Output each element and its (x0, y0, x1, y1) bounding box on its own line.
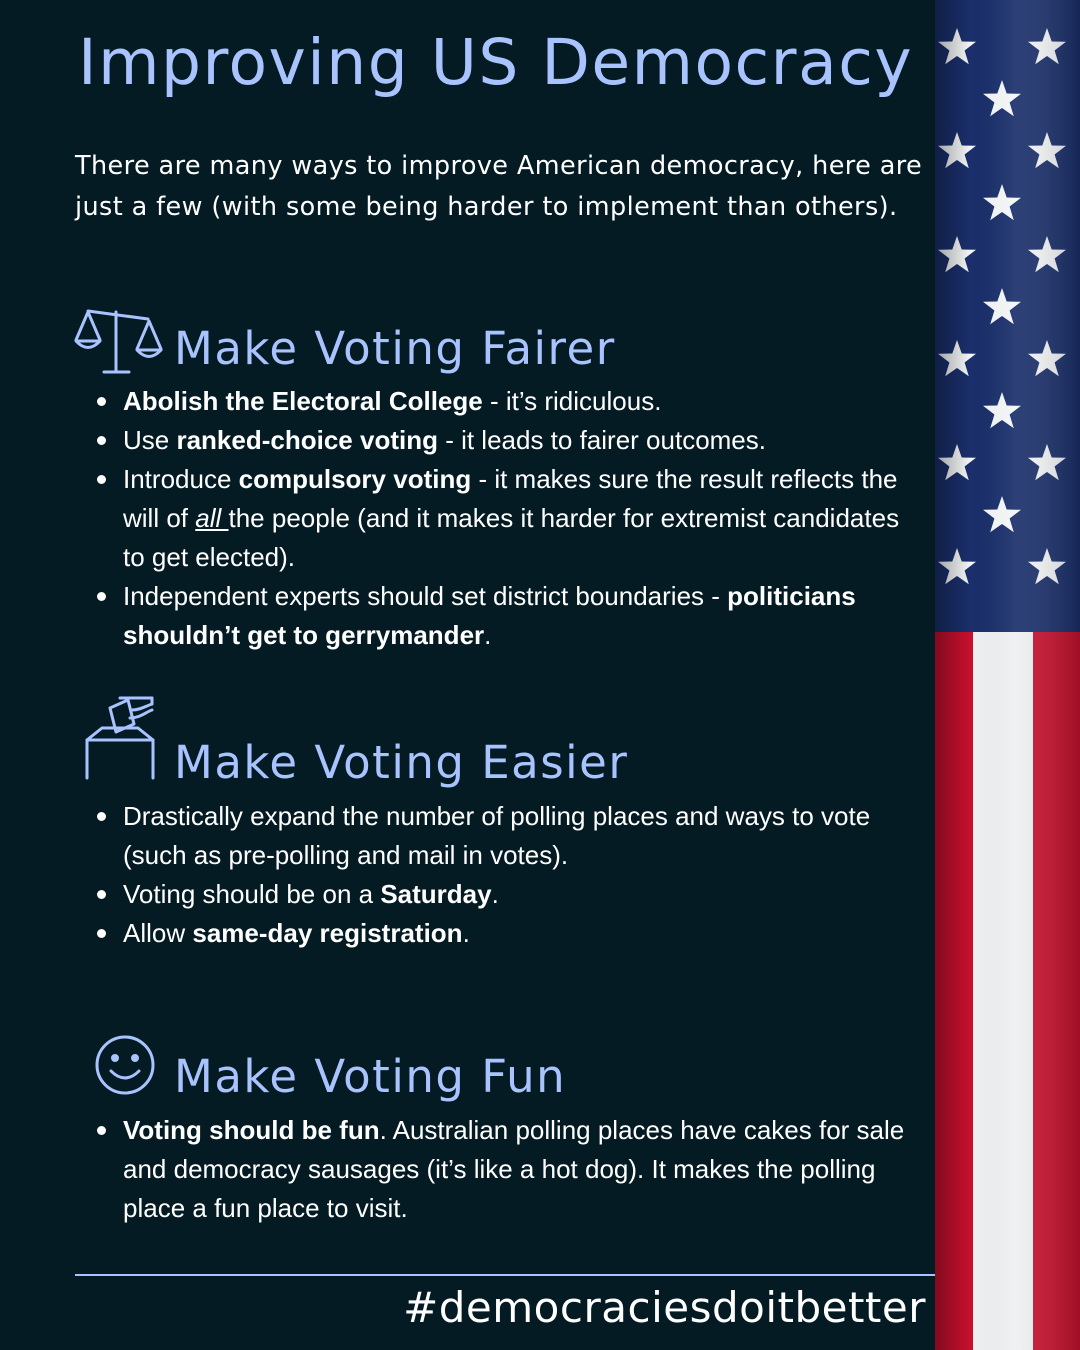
section-title-fun: Make Voting Fun (174, 1050, 567, 1103)
fun-list (95, 1111, 925, 1228)
list-item: Voting should be on a Saturday. (95, 875, 925, 914)
list-item: Independent experts should set district boundaries - politicians shouldn’t get to gerrymander. (95, 577, 925, 655)
list-item: Abolish the Electoral College - it’s ridiculous. (95, 382, 925, 421)
list-item: Voting should be fun. Australian polling places have cakes for sale and democracy sausages (it’s like a hot dog). It makes the polling place a fun place to visit. (95, 1111, 925, 1228)
page-title: Improving US Democracy (78, 26, 914, 99)
fairer-list (95, 382, 925, 655)
divider (75, 1274, 935, 1276)
intro-text: There are many ways to improve American democracy, here are just a few (with some being harder to implement than others). (75, 151, 923, 222)
section-title-fairer: Make Voting Fairer (174, 322, 616, 375)
list-item: Use ranked-choice voting - it leads to fairer outcomes. (95, 421, 925, 460)
list-item: Introduce compulsory voting - it makes sure the result reflects the will of all the people (and it makes it harder for extremist candidates to get elected). (95, 460, 925, 577)
ballot-box-icon (82, 692, 158, 782)
section-title-easier: Make Voting Easier (174, 736, 629, 789)
scales-icon (72, 304, 168, 376)
smiley-icon (94, 1034, 156, 1096)
easier-list (95, 797, 925, 953)
list-item: Drastically expand the number of polling places and ways to vote (such as pre-polling and mail in votes). (95, 797, 925, 875)
us-flag-icon (935, 0, 1080, 1350)
hashtag: #democraciesdoitbetter (403, 1283, 926, 1332)
list-item: Allow same-day registration. (95, 914, 925, 953)
